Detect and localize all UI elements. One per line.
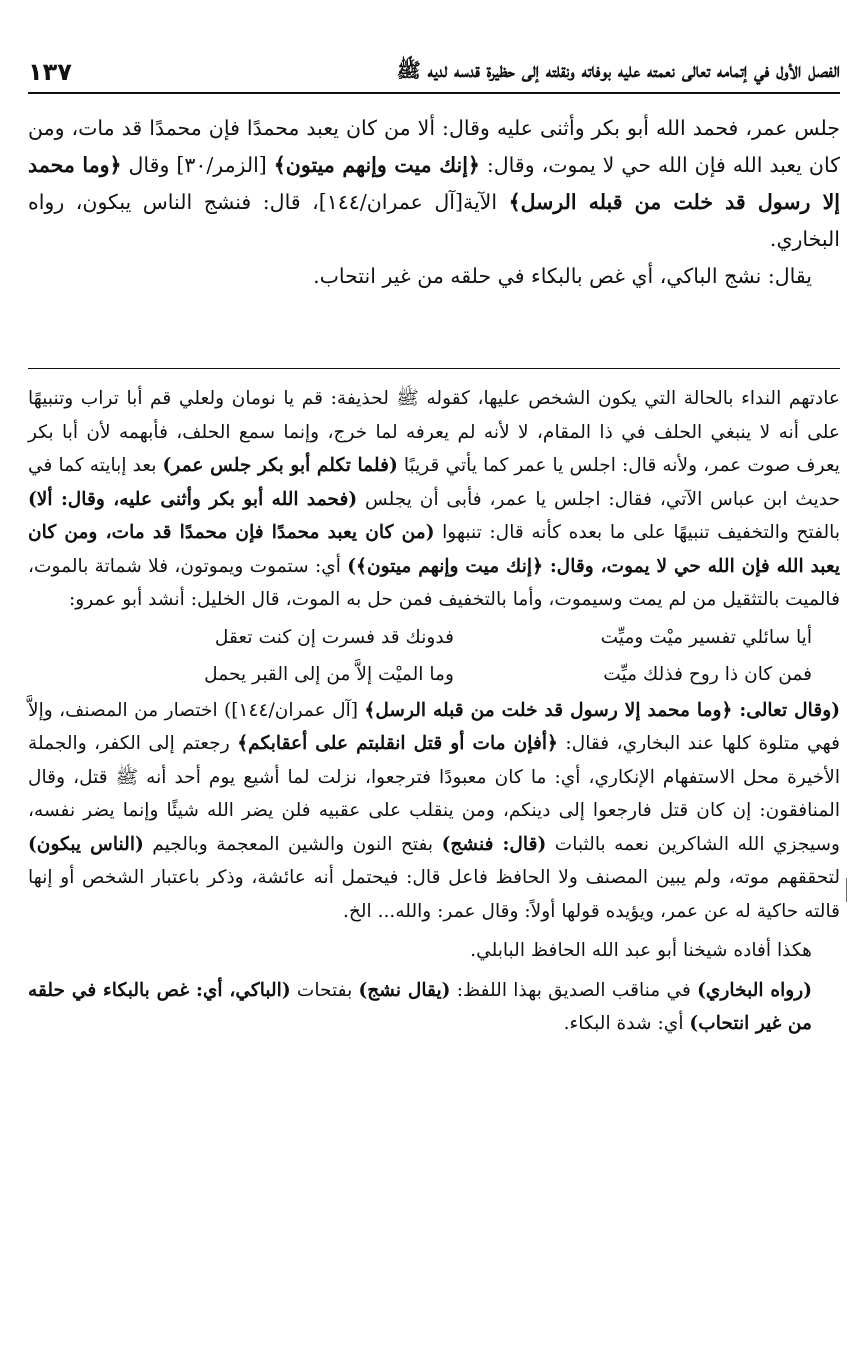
main-text [28,110,840,295]
text-run: عادتهم النداء بالحالة التي يكون الشخص عليها، كقوله ﷺ لحذيفة: قم يا نومان ولعلي قم أبا تراب وتنبيهًا على أنه لا ينبغي الحلف في ذا المقام، لا لأنه لم يعرفه لما خرج، وإنما سمع الحلف، فأبهمه لأن أبا بكر يعرف صوت عمر، ولأنه قال: اجلس يا عمر كما يأتي قريبًا [28,388,840,476]
commentary-paragraph: هكذا أفاده شيخنا أبو عبد الله الحافظ البابلي. [470,940,812,961]
text-run: رجعتم إلى الكفر، والجملة الأخيرة محل الاستفهام الإنكاري، أي: ما كان معبودًا فترجعوا، نزلت لما أشيع يوم أحد أنه ﷺ قتل، وقال المنافقون: إن كان قتل فارجعوا إلى دينكم، ومن ينقلب على عقبيه فلن يضر الله شيئًا وإنما يضر نفسه، وسيجزي الله الشاكرين نعمه بالثبات [28,733,841,855]
verse-hemistich: أيا سائلي تفسير ميْت وميِّت [600,626,812,648]
commentary-paragraph [28,694,840,929]
text-run: في مناقب الصديق بهذا اللفظ: [450,979,698,1001]
matn-quote: (يقال نشج) [358,979,451,1001]
poem-verse [28,621,840,655]
text-run: أي: شدة البكاء. [563,1013,690,1034]
matn-quote: (رواه البخاري) [697,979,813,1001]
text-run: [الزمر/٣٠] وقال [121,153,274,177]
text-run: اختصار من المصنف، وإلاَّ فهي متلوة كلها عند البخاري، فقال: [28,699,840,754]
verse-hemistich: فمن كان ذا روح فذلك ميِّت [603,664,812,685]
page-number: ١٣٧ [28,58,72,86]
matn-quote: (من كان يعبد محمدًا فإن محمدًا قد مات، ومن كان يعبد الله فإن الله حي لا يموت، وقال: ﴿إنك ميت وإنهم ميتون﴾) [28,522,840,577]
chapter-title: الفصل الأول في إتمامه تعالى نعمته عليه بوفاته ونقلته إلى حظيرة قدسه لديه ﷺ [396,57,840,82]
matn-quote: (الناس يبكون) [28,833,144,855]
main-paragraph [28,110,840,258]
matn-quote: (فحمد الله أبو بكر وأثنى عليه، وقال: ألا) [28,488,358,510]
text-run: بفتح النون والشين المعجمة وبالجيم [143,833,442,855]
commentary-paragraph [28,974,840,1041]
verse-hemistich: وما الميْت إلاَّ من إلى القبر يحمل [204,664,454,685]
commentary-paragraph [28,382,840,617]
running-header [28,52,840,94]
text-run: جلس عمر، فحمد الله أبو بكر وأثنى عليه وقال: ألا من كان يعبد محمدًا فإن محمدًا قد مات، ومن كان يعبد الله فإن الله حي لا يموت، وقال: [28,116,840,177]
text-run: بفتحات [290,979,359,1001]
matn-quote: (وقال تعالى: ﴿وما محمد إلا رسول قد خلت من قبله الرسل﴾ [364,699,840,721]
text-run: أي: ستموت ويموتون، فلا شماتة بالموت، فالميت بالتثقيل من لم يمت وسيموت، وأما بالتخفيف فمن حل به الموت، قال الخليل: أنشد أبو عمرو: [28,555,840,610]
text-run: الآية[آل عمران/١٤٤]، قال: فنشج الناس يبكون، رواه البخاري. [28,190,840,251]
quran-quote: ﴿إنك ميت وإنهم ميتون﴾ [273,153,480,177]
verse-hemistich: فدونك قد فسرت إن كنت تعقل [214,626,454,648]
text-run: [آل عمران/١٤٤]) [224,699,365,721]
matn-quote: (فلما تكلم أبو بكر جلس عمر) [162,455,398,476]
commentary [28,382,840,1041]
matn-quote: (الباكي، أي: غص بالبكاء في حلقه من غير انتحاب) [28,979,812,1034]
text-run: بعد إبايته كما في حديث ابن عباس الآتي، فقال: اجلس يا عمر، فأبى أن يجلس [28,455,840,510]
text-run: بالفتح والتخفيف تنبيهًا على ما بعده كأنه قال: تنبهوا [434,522,840,543]
quran-quote: ﴿أفإن مات أو قتل انقلبتم على أعقابكم﴾ [237,733,558,754]
quran-quote: ﴿وما محمد إلا رسول قد خلت من قبله الرسل﴾ [28,153,840,214]
poem-verse [28,658,840,692]
text-run: لتحققهم موته، ولم يبين المصنف ولا الحافظ فاعل قال: فيحتمل أنه عائشة، وذكر باعتبار الشخص أو إنها قالته حاكية له عن عمر، ويؤيده قولها أولاً: وقال عمر: والله... الخ. [28,867,840,922]
margin-mark [846,878,847,902]
main-paragraph: يقال: نشج الباكي، أي غص بالبكاء في حلقه من غير انتحاب. [313,264,812,288]
footnote-separator [28,368,840,369]
matn-quote: (قال: فنشج) [441,833,547,855]
